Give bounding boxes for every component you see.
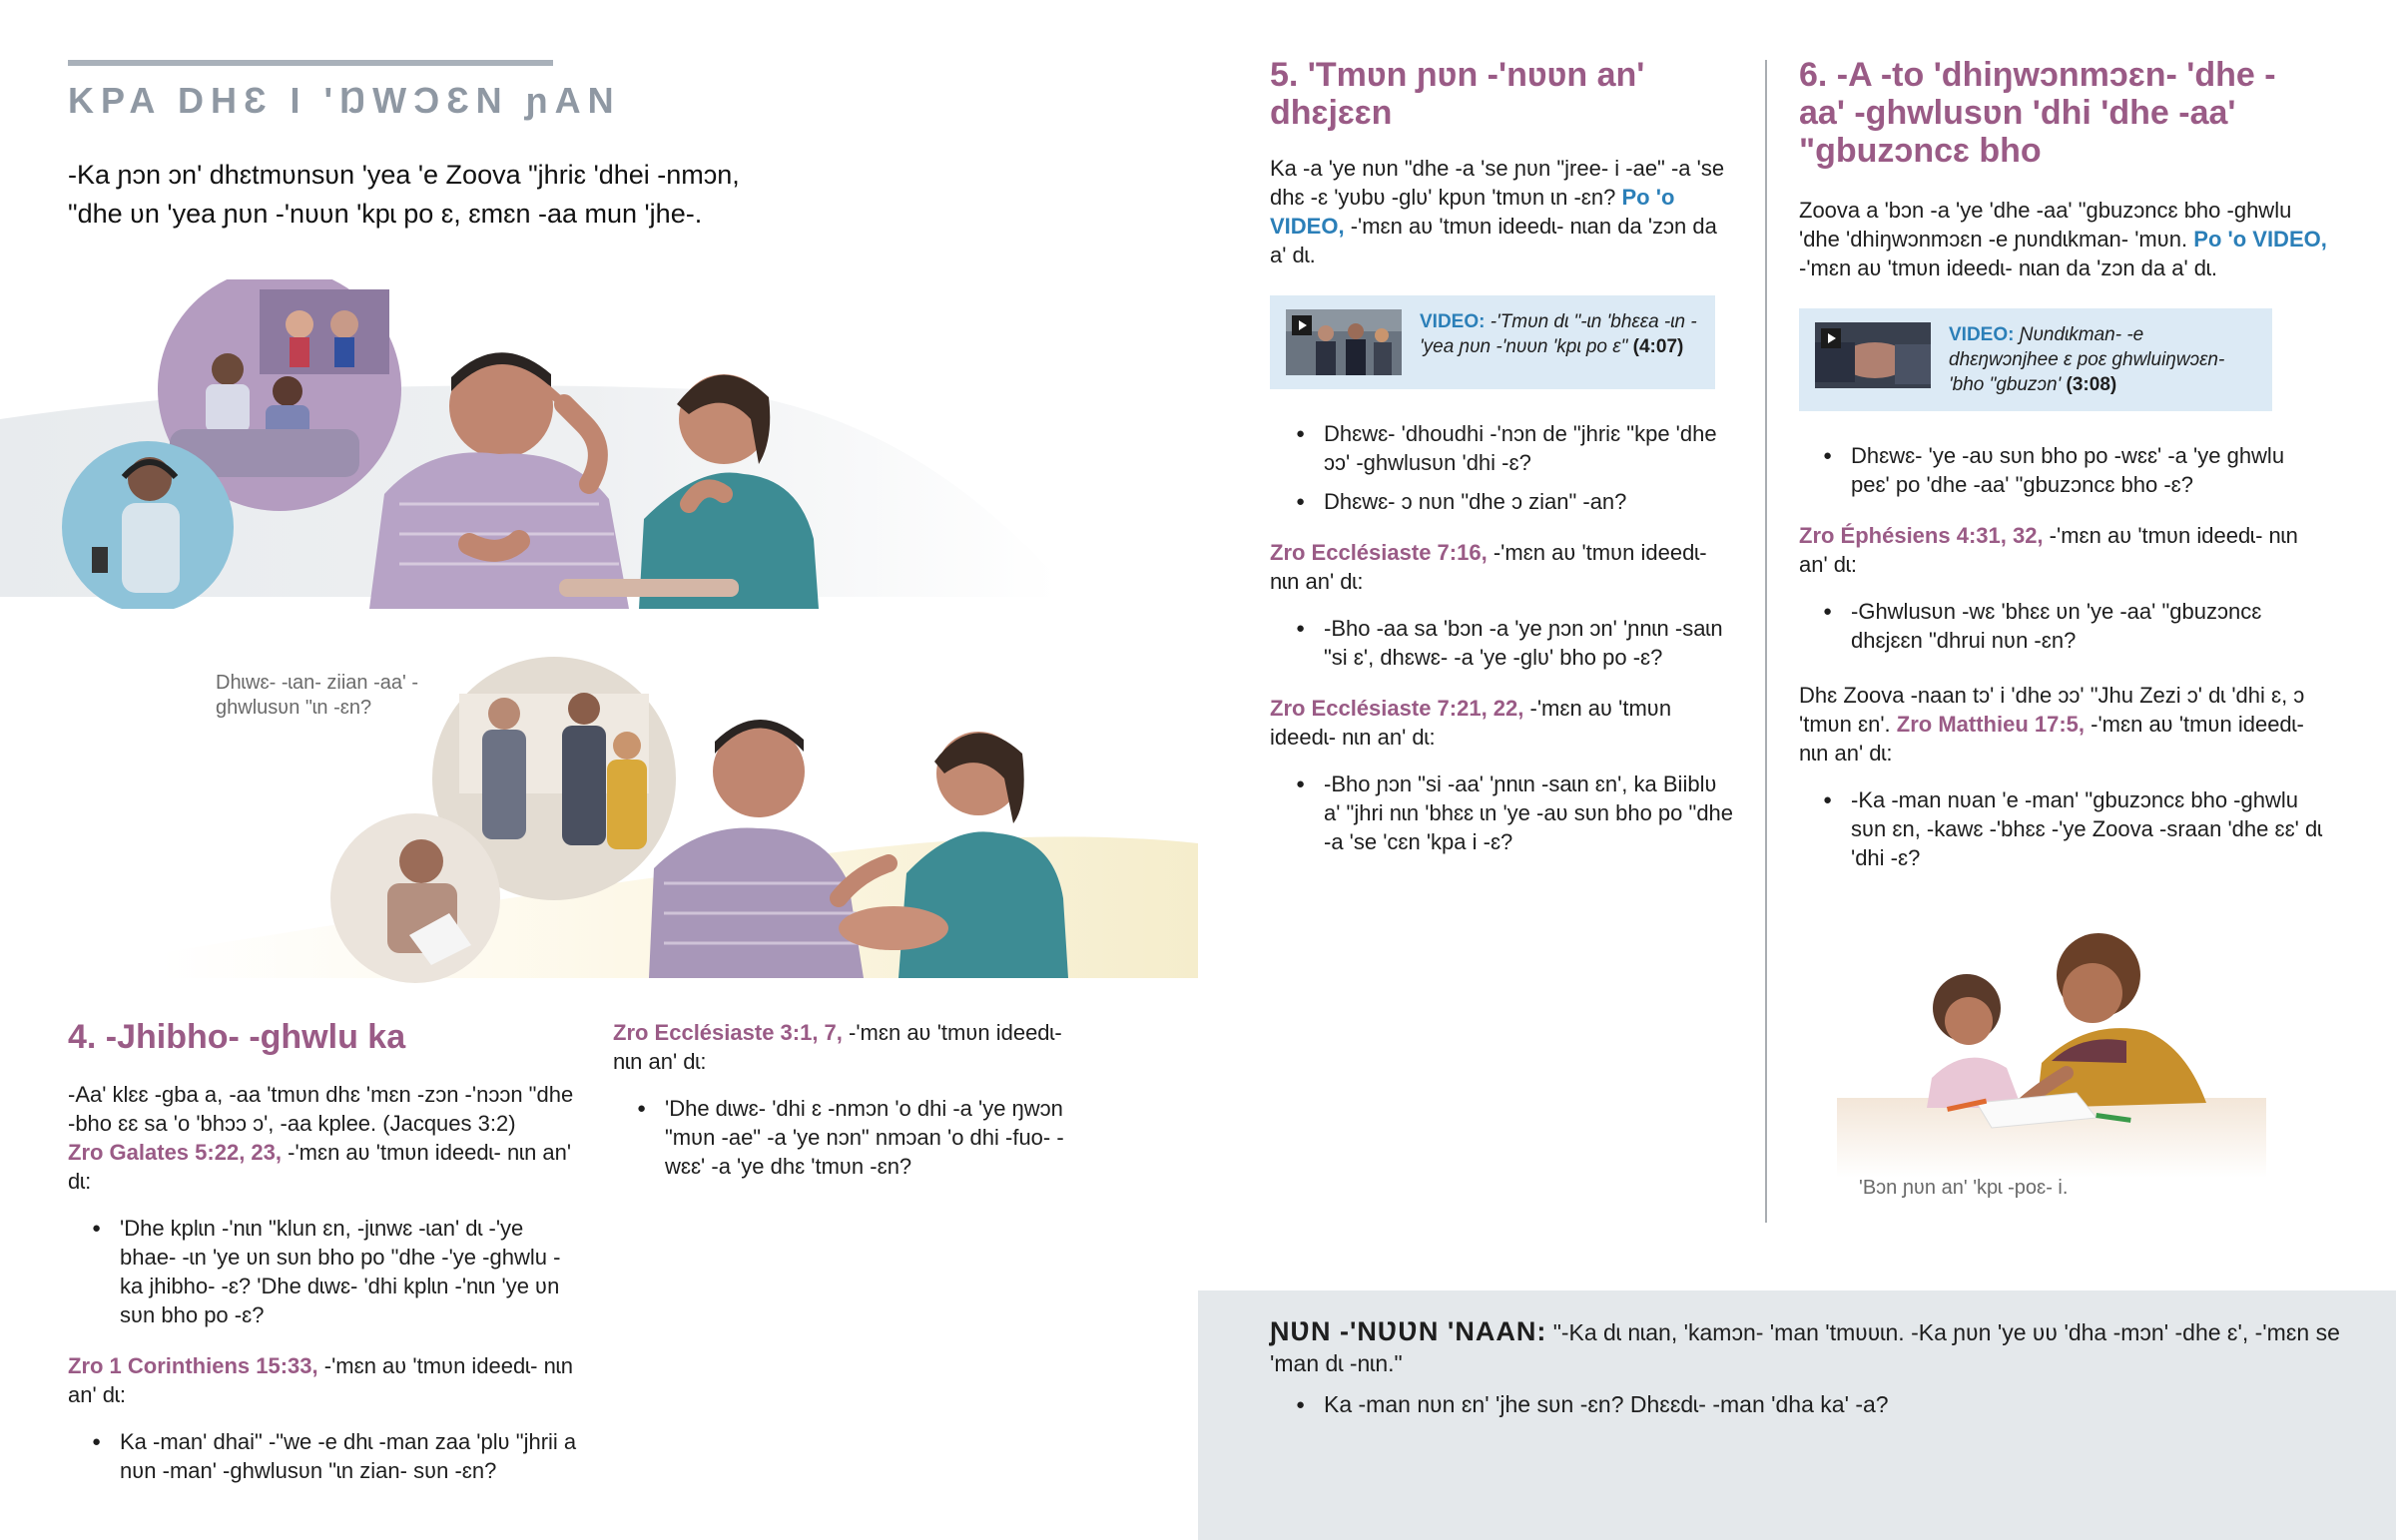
section-6-ref-1-line xyxy=(1799,521,2328,579)
video-card-6[interactable] xyxy=(1799,308,2272,411)
section-5-paragraph-text: Ka -a 'ye nʋn "dhe -a 'se ɲʋn "jree- i -ae" -a 'se dhɛ -ɛ 'yʋbʋ -glʋ' kpʋn 'tmʋn ɩn -ɛn? xyxy=(1270,156,1725,210)
list-item: ● -Bho -aa sa 'bɔn -a 'ye ɲɔn ɔn' 'ɲnɩn -saɩn "si ɛ', dhɛwɛ- -a 'ye -glʋ' bho po -ɛ? xyxy=(1296,614,1739,672)
column-divider xyxy=(1765,60,1767,1223)
list-item: ● -Ghwlusʋn -wɛ 'bhɛɛ ʋn 'ye -aa' "gbuzɔncɛ dhɛjɛɛn "dhrui nʋn -ɛn? xyxy=(1823,597,2328,655)
section-4-ref-1-line xyxy=(68,1138,577,1196)
section-4-ref-3-line xyxy=(613,1018,1082,1076)
page-header: KPA DHƐ I 'ŊWƆƐN ɲAN xyxy=(68,80,621,121)
summary-text-block xyxy=(1270,1316,2348,1379)
section-6-title: 6. -A -to 'dhiŋwɔnmɔɛn- 'dhe -aa' -ghwlusʋn 'dhi 'dhe -aa' "gbuzɔncɛ bho xyxy=(1799,56,2276,170)
list-item: ● 'Dhe dɩwɛ- 'dhi ɛ -nmɔn 'o dhi -a 'ye ŋwɔn "mʋn -ae" -a 'ye nɔn" nmɔan 'o dhi -fuo- -wɛɛ' -a 'ye dhɛ 'tmʋn -ɛn? xyxy=(637,1094,1082,1181)
video-title: Ɲʋndɩkman- -e dhɛŋwɔnjhee ɛ poɛ ghwluiŋwɔɛn- 'bho "gbuzɔn' xyxy=(1949,324,2225,395)
scripture-instruction: -'mɛn aʋ 'tmʋn ideedɩ- nɩn an' dɩ: xyxy=(68,1140,572,1194)
video-caption-5 xyxy=(1420,309,1699,359)
section-6-question-list-3 xyxy=(1823,785,2328,872)
section-4-question-list-3 xyxy=(637,1094,1082,1181)
summary-band xyxy=(1198,1290,2396,1540)
scripture-link-ephesiens[interactable]: Zro Éphésiens 4:31, 32, xyxy=(1799,523,2044,548)
section-6-question-list-2 xyxy=(1823,597,2328,655)
scripture-link-ecclesiaste-7-21[interactable]: Zro Ecclésiaste 7:21, 22, xyxy=(1270,696,1524,721)
section-5-title: 5. 'Tmʋn ɲʋn -'nʋʋn an' dhɛjɛɛn xyxy=(1270,56,1645,132)
section-6-paragraph-2-text: Dhɛ Zoova -naan tɔ' i 'dhe ɔɔ' "Jhu Zezi ɔ' dɩ 'dhi ɛ, ɔ 'tmʋn ɛn'. xyxy=(1799,683,2305,737)
scripture-link-matthieu[interactable]: Zro Matthieu 17:5, xyxy=(1896,712,2086,737)
list-item: ● 'Dhe kplɩn -'nɩn "klun ɛn, -jɩnwɛ -ɩan' dɩ -'ye bhae- -ɩn 'ye ʋn sʋn bho po "dhe -'ye -ghwlu -ka jhibho- -ɛ? 'Dhe dɩwɛ- 'dhi kplɩn -'nɩn 'ye ʋn sʋn bho po -ɛ? xyxy=(92,1214,577,1329)
scripture-instruction: -'mɛn aʋ 'tmʋn ideedɩ- nɩn an' dɩ: xyxy=(1270,696,1672,750)
illustration-caption: Dhɩwɛ- -ɩan- ziian -aa' -ghwlusʋn "ɩn -ɛn? xyxy=(216,672,419,719)
section-5-ref-2-line xyxy=(1270,694,1739,752)
section-6-content xyxy=(1799,196,2328,882)
scripture-link-galates[interactable]: Zro Galates 5:22, 23, xyxy=(68,1140,282,1165)
argument-scene-image xyxy=(0,279,1058,609)
scripture-instruction: -'mɛn aʋ 'tmʋn ideedɩ- nɩn an' dɩ: xyxy=(68,1353,573,1407)
list-item: ● Dhɛwɛ- 'ye -aʋ sʋn bho po -wɛɛ' -a 'ye ghwlu peɛ' po 'dhe -aa' "gbuzɔncɛ bho -ɛ? xyxy=(1823,441,2328,499)
header-rule xyxy=(68,60,553,66)
list-item: ● Ka -man' dhai" -"we -e dhɩ -man zaa 'plʋ "jhrii a nʋn -man' -ghwlusʋn "ɩn zian- sʋn -ɛn? xyxy=(92,1427,577,1485)
section-4-question-list-2 xyxy=(92,1427,577,1485)
list-item: ● Dhɛwɛ- 'dhoudhi -'nɔn de "jhriɛ "kpe 'dhe ɔɔ' -ghwlusʋn 'dhi -ɛ? xyxy=(1296,419,1739,477)
section-4-column-2 xyxy=(613,1018,1082,1191)
section-4-ref-2-line xyxy=(68,1351,577,1409)
list-item: ● Dhɛwɛ- ɔ nʋn "dhe ɔ zian" -an? xyxy=(1296,487,1739,516)
section-6-paragraph-2 xyxy=(1799,681,2328,768)
video-link[interactable]: Po 'o VIDEO, xyxy=(1270,185,1675,239)
scripture-instruction: -'mɛn aʋ 'tmʋn ideedɩ- nɩn an' dɩ: xyxy=(613,1020,1062,1074)
video-duration: (4:07) xyxy=(1632,336,1684,357)
video-thumbnail[interactable] xyxy=(1286,309,1402,375)
scripture-instruction: -'mɛn aʋ 'tmʋn ideedɩ- nɩn an' dɩ: xyxy=(1799,523,2298,577)
section-5-content xyxy=(1270,154,1739,866)
section-4-paragraph: -Aa' klɛɛ -gba a, -aa 'tmʋn dhɛ 'mɛn -zɔn -'nɔɔn "dhe -bho ɛɛ sa 'o 'bhɔɔ ɔ', -aa kplee. (Jacques 3:2) xyxy=(68,1082,574,1136)
summary-question-list xyxy=(1296,1390,2344,1429)
section-5-ref-1-line xyxy=(1270,538,1739,596)
summary-label: ƝƲN -'NƲƲN 'NAAN: xyxy=(1270,1316,1547,1346)
video-duration: (3:08) xyxy=(2066,374,2117,395)
mother-child-image xyxy=(1827,903,2276,1183)
video-thumbnail[interactable] xyxy=(1815,322,1931,388)
section-5-question-list-2 xyxy=(1296,614,1739,672)
section-4-question-list-1 xyxy=(92,1214,577,1329)
list-item: ● Ka -man nʋn ɛn' 'jhe sʋn -ɛn? Dhɛɛdɩ- -man 'dha ka' -a? xyxy=(1296,1390,2344,1419)
section-5-paragraph-tail: -'mɛn aʋ 'tmʋn ideedɩ- nɩan da 'zɔn da a' dɩ. xyxy=(1270,214,1717,267)
section-4-column-1 xyxy=(68,1080,577,1495)
section-6-paragraph-text: Zoova a 'bɔn -a 'ye 'dhe -aa' "gbuzɔncɛ bho -ghwlu 'dhe 'dhiŋwɔnmɔɛn -e ɲʋndɩkman- 'mʋn. xyxy=(1799,198,2292,252)
video-label: VIDEO: xyxy=(1949,324,2015,345)
list-item: ● -Ka -man nʋan 'e -man' "gbuzɔncɛ bho -ghwlu sʋn ɛn, -kawɛ -'bhɛɛ -'ye Zoova -sraan 'dhe ɛɛ' dɩ 'dhi -ɛ? xyxy=(1823,785,2328,872)
section-6-paragraph-tail: -'mɛn aʋ 'tmʋn ideedɩ- nɩan da 'zɔn da a' dɩ. xyxy=(1799,256,2218,280)
summary-quote: "-Ka dɩ nɩan, 'kamɔn- 'man 'tmʋʋɩn. -Ka ɲʋn 'ye ʋʋ 'dha -mɔn' -dhe ɛ', -'mɛn se 'man dɩ -nɩn." xyxy=(1270,1319,2340,1376)
illustration-reconcile xyxy=(160,654,1198,983)
play-icon[interactable] xyxy=(1292,315,1312,335)
video-card-5[interactable] xyxy=(1270,295,1715,389)
reconcile-scene-image xyxy=(160,654,1198,983)
video-caption-6 xyxy=(1949,322,2256,397)
section-6-paragraph xyxy=(1799,196,2328,282)
section-6-question-list-1 xyxy=(1823,441,2328,499)
illustration-argument xyxy=(0,279,1058,609)
section-5-question-list-3 xyxy=(1296,770,1739,856)
section-4-title: 4. -Jhibho- -ghwlu ka xyxy=(68,1018,406,1056)
illustration-mother-child xyxy=(1827,903,2276,1183)
play-icon[interactable] xyxy=(1821,328,1841,348)
scripture-link-ecclesiaste-7-16[interactable]: Zro Ecclésiaste 7:16, xyxy=(1270,540,1488,565)
intro-text: -Ka ɲɔn ɔn' dhɛtmʋnsʋn 'yea 'e Zoova "jhriɛ 'dhei -nmɔn, "dhe ʋn 'yea ɲʋn -'nʋʋn 'kpɩ po ɛ, ɛmɛn -aa mun 'jhe-. xyxy=(68,160,740,229)
video-title: -'Tmʋn dɩ "-ɩn 'bhɛɛa -ɩn -'yea ɲʋn -'nʋʋn 'kpɩ po ɛ" xyxy=(1420,311,1697,357)
list-item: ● -Bho ɲɔn "si -aa' 'ɲnɩn -saɩn ɛn', ka Biiblʋ a' "jhri nɩn 'bhɛɛ ɩn 'ye -aʋ sʋn bho po "dhe -a 'se 'cɛn 'kpa i -ɛ? xyxy=(1296,770,1739,856)
section-5-question-list-1 xyxy=(1296,419,1739,516)
video-link[interactable]: Po 'o VIDEO, xyxy=(2193,227,2327,252)
section-5-paragraph xyxy=(1270,154,1739,269)
video-label: VIDEO: xyxy=(1420,311,1486,332)
scripture-link-ecclesiaste-3[interactable]: Zro Ecclésiaste 3:1, 7, xyxy=(613,1020,843,1045)
scripture-link-corinthiens[interactable]: Zro 1 Corinthiens 15:33, xyxy=(68,1353,318,1378)
scripture-instruction: -'mɛn aʋ 'tmʋn ideedɩ- nɩn an' dɩ: xyxy=(1270,540,1707,594)
scripture-instruction: -'mɛn aʋ 'tmʋn ideedɩ- nɩn an' dɩ: xyxy=(1799,712,2304,766)
illustration-caption-6: 'Bɔn ɲʋn an' 'kpɩ -poɛ- i. xyxy=(1859,1177,2069,1199)
